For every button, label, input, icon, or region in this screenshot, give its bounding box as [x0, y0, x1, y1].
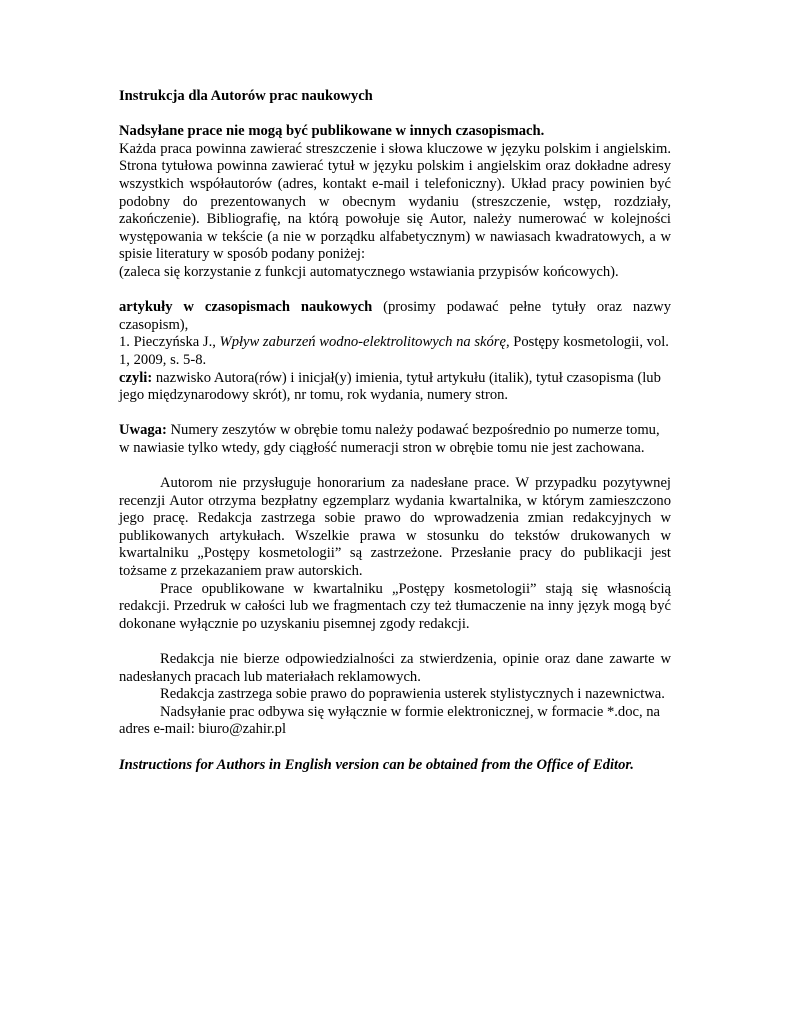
liability-paragraph: Redakcja nie bierze odpowiedzialności za stwierdzenia, opinie oraz dane zawarte w nadesłanych pracach lub materiałach reklamowych. — [119, 651, 671, 685]
spacer — [119, 405, 671, 423]
section-heading: Nadsyłane prace nie mogą być publikowane w innych czasopismach. — [119, 123, 545, 140]
example-suffix: , Postępy kosmetologii, vol. 1, 2009, s. 5-8. — [119, 334, 669, 368]
example-title: Wpływ zaburzeń wodno-elektrolitowych na skórę — [219, 334, 506, 351]
spacer — [119, 739, 671, 757]
english-instructions-note: Instructions for Authors in English version can be obtained from the Office of Editor. — [119, 756, 634, 773]
reference-example — [119, 334, 671, 369]
intro-note: (zaleca się korzystanie z funkcji automatycznego wstawiania przypisów końcowych). — [119, 263, 619, 280]
uwaga-text: Numery zeszytów w obrębie tomu należy podawać bezpośrednio po numerze tomu, w nawiasie tylko wtedy, gdy ciągłość numeracji stron w obrębie tomu nie jest zachowana. — [119, 422, 660, 456]
honorarium-paragraph: Autorom nie przysługuje honorarium za nadesłane prace. W przypadku pozytywnej recenzji Autor otrzyma bezpłatny egzemplarz wydania kwartalnika, w którym zamieszczono jego pracę. Redakcja zastrzega sobie prawo do wprowadzenia zmian redakcyjnych w publikowanych artykułach. Wszelkie prawa w stosunku do tekstów drukowanych w kwartalniku „Postępy kosmetologii” są zastrzeżone. Przesłanie pracy do publikacji jest tożsame z przekazaniem praw autorskich. — [119, 475, 671, 580]
czyli-paragraph — [119, 370, 671, 405]
document-title: Instrukcja dla Autorów prac naukowych — [119, 88, 373, 104]
articles-label: artykuły w czasopismach naukowych — [119, 299, 373, 316]
spacer — [119, 633, 671, 651]
czyli-label: czyli: — [119, 369, 153, 386]
document-page — [119, 83, 671, 774]
spacer — [119, 457, 671, 475]
corrections-paragraph: Redakcja zastrzega sobie prawo do poprawienia usterek stylistycznych i nazewnictwa. — [160, 686, 665, 703]
intro-paragraph: Każda praca powinna zawierać streszczenie i słowa kluczowe w języku polskim i angielskim. Strona tytułowa powinna zawierać tytuł w języku polskim i angielskim oraz dokładne adresy wszystkich współautorów (adres, kontakt e-mail i telefoniczny). Układ pracy powinien być podobny do prezentowanych w obecnym wydaniu (streszczenie, wstęp, rozdziały, zakończenie). Bibliografię, na którą powołuje się Autor, należy numerować w kolejności występowania w tekście (a nie w porządku alfabetycznym) w nawiasach kwadratowych, a w spisie literatury w sposób podany poniżej: — [119, 140, 671, 263]
submission-paragraph: Nadsyłanie prac odbywa się wyłącznie w formie elektronicznej, w formacie *.doc, na adres e-mail: biuro@zahir.pl — [119, 703, 661, 738]
example-prefix: 1. Pieczyńska J., — [119, 334, 220, 351]
articles-paragraph — [119, 299, 671, 334]
czyli-text: nazwisko Autora(rów) i inicjał(y) imienia, tytuł artykułu (italik), tytuł czasopisma (lub jego międzynarodowy skrót), nr tomu, rok wydania, numery stron. — [119, 369, 661, 404]
uwaga-label: Uwaga: — [119, 422, 167, 439]
uwaga-paragraph — [119, 422, 671, 457]
ownership-paragraph: Prace opublikowane w kwartalniku „Postępy kosmetologii” stają się własnością redakcji. Przedruk w całości lub we fragmentach czy też tłumaczenie na inny język mogą być dokonane wyłącznie po uzyskaniu pisemnej zgody redakcji. — [119, 580, 671, 632]
spacer — [119, 106, 671, 124]
articles-text: (prosimy podawać pełne tytuły oraz nazwy czasopism), — [119, 299, 671, 333]
spacer — [119, 282, 671, 300]
